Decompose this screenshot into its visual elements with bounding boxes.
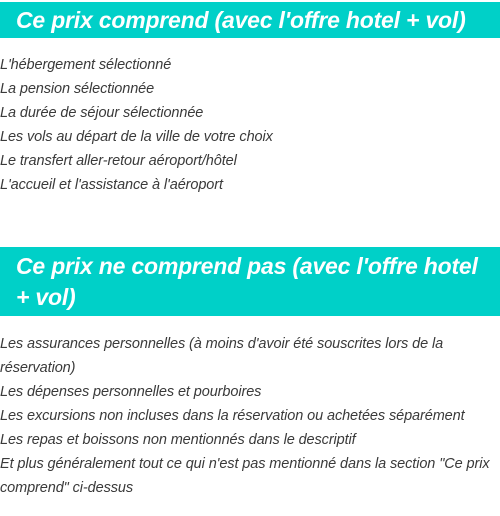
list-item: Le transfert aller-retour aéroport/hôtel: [0, 153, 237, 169]
list-item: La durée de séjour sélectionnée: [0, 105, 204, 121]
list-item: Les repas et boissons non mentionnés dans le descriptif: [0, 432, 356, 448]
excluded-items-list: [0, 332, 492, 500]
list-item: Les vols au départ de la ville de votre choix: [0, 129, 273, 145]
list-item: Les assurances personnelles (à moins d'avoir été souscrites lors de la réservation): [0, 336, 444, 376]
list-item: Les dépenses personnelles et pourboires: [0, 384, 262, 400]
section-title-excludes: Ce prix ne comprend pas (avec l'offre hotel + vol): [0, 247, 500, 316]
section-title-includes: Ce prix comprend (avec l'offre hotel + vol): [0, 2, 500, 38]
list-item: L'accueil et l'assistance à l'aéroport: [0, 177, 223, 193]
list-item: L'hébergement sélectionné: [0, 57, 172, 73]
list-item: La pension sélectionnée: [0, 81, 155, 97]
included-items-list: [0, 53, 492, 197]
list-item: Et plus généralement tout ce qui n'est pas mentionné dans la section "Ce prix comprend" ci-dessus: [0, 456, 490, 496]
list-item: Les excursions non incluses dans la réservation ou achetées séparément: [0, 408, 465, 424]
